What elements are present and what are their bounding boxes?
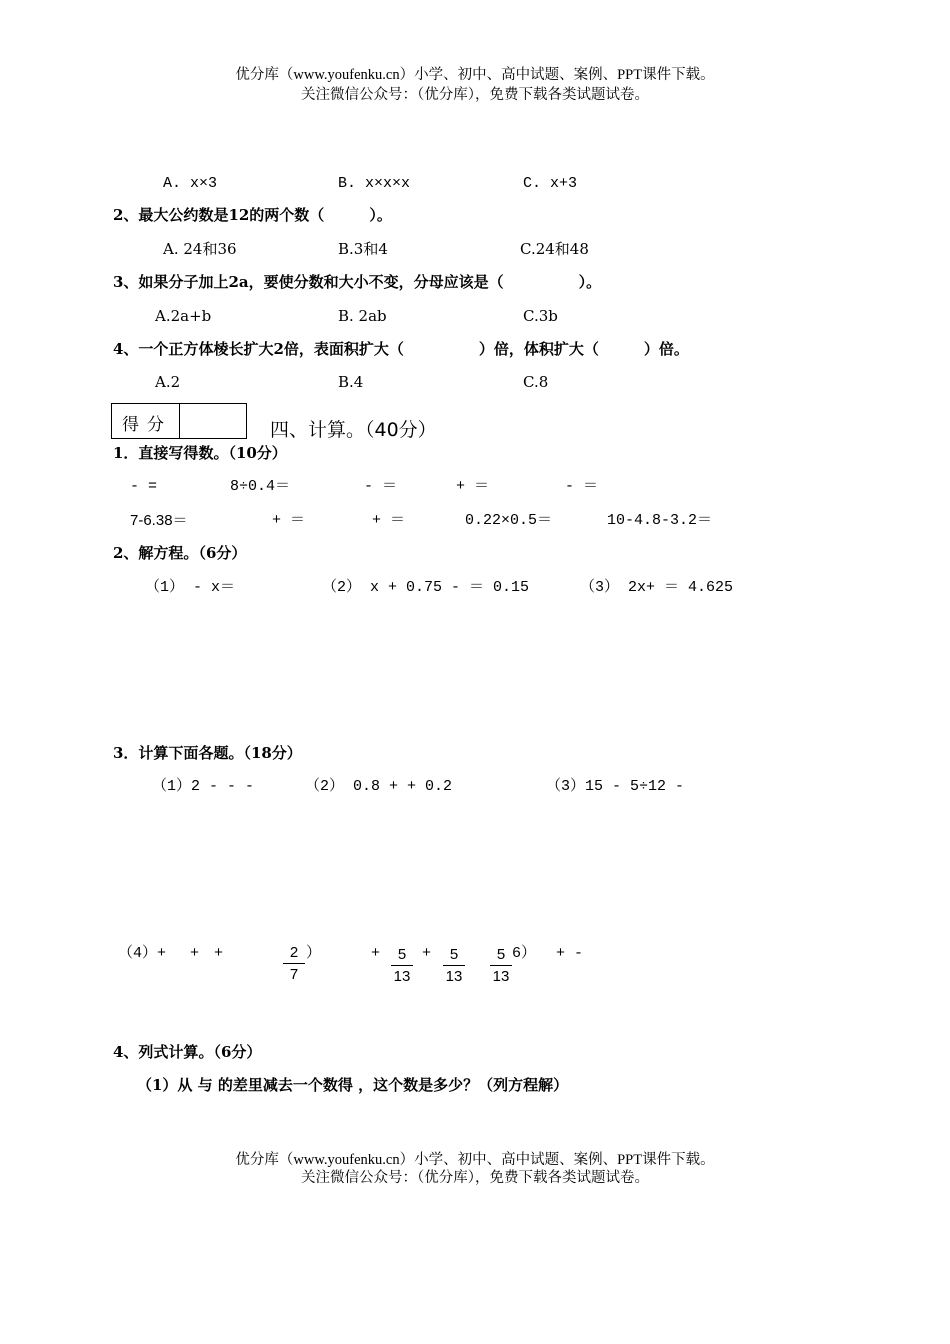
calc-problem-2: （2） 0.8 + + 0.2 (305, 778, 453, 795)
score-box-divider (179, 404, 180, 438)
equation-3: （3） 2x+ ＝ 4.625 (580, 579, 734, 596)
score-label: 得分 (122, 415, 172, 435)
q1-option-a: A. x×3 (163, 175, 218, 192)
calc-row4-paren-2: 6） (512, 945, 537, 962)
part4-question-1: （1）从 与 的差里减去一个数得 ，这个数是多少？（列方程解） (137, 1076, 569, 1094)
fraction-2-7 (283, 944, 305, 983)
fraction-numerator: 5 (391, 946, 413, 966)
q3-stem: 3、如果分子加上2a，要使分数和大小不变，分母应该是（ ）。 (113, 273, 602, 291)
fraction-denominator: 13 (445, 968, 463, 985)
q3-option-c: C.3b (523, 307, 558, 325)
q4-option-b: B.4 (338, 373, 364, 391)
calc-problem-4: （4）+ + + (118, 945, 224, 962)
part1-r2-c5: 10-4.8-3.2＝ (607, 512, 713, 529)
fraction-numerator: 2 (283, 944, 305, 964)
q3-option-a: A.2a+b (155, 307, 212, 325)
calc-row4-plus-1: + (371, 945, 381, 962)
calc-row4-plus-2: + (422, 945, 432, 962)
footer-line-1: 优分库（www.youfenku.cn）小学、初中、高中试题、案例、PPT课件下载。 (235, 1152, 715, 1168)
equation-1: （1） - x＝ (145, 579, 236, 596)
equation-2: （2） x + 0.75 - ＝ 0.15 (322, 579, 530, 596)
part1-r1-c1: - = (130, 478, 158, 495)
part1-r1-c3: - ＝ (364, 478, 398, 495)
q1-option-c: C. x+3 (523, 175, 578, 192)
score-box (111, 403, 247, 439)
q4-option-a: A.2 (155, 373, 181, 391)
part1-r1-c4: + ＝ (456, 478, 490, 495)
fraction-numerator: 5 (490, 946, 512, 966)
q2-option-a: A. 24和36 (163, 240, 237, 258)
fraction-denominator: 13 (492, 968, 510, 985)
fraction-denominator: 13 (393, 968, 411, 985)
footer-line-2: 关注微信公众号：（优分库），免费下载各类试题试卷。 (301, 1170, 649, 1186)
calc-problem-3: （3）15 - 5÷12 - (546, 778, 685, 795)
part2-title: 2、解方程。（6分） (113, 544, 247, 562)
q2-option-c: C.24和48 (520, 240, 589, 258)
part1-r2-c4: 0.22×0.5＝ (465, 512, 553, 529)
part1-r2-c1: 7-6.38＝ (130, 512, 188, 529)
part1-r1-c5: - ＝ (565, 478, 599, 495)
q2-stem: 2、最大公约数是12的两个数（ ）。 (113, 206, 392, 224)
header-line-2: 关注微信公众号：（优分库），免费下载各类试题试卷。 (301, 87, 649, 103)
header-line-1: 优分库（www.youfenku.cn）小学、初中、高中试题、案例、PPT课件下载。 (235, 67, 715, 83)
fraction-denominator: 7 (289, 966, 299, 983)
part1-r2-c2: + ＝ (272, 512, 306, 529)
part3-title: 3．计算下面各题。（18分） (113, 744, 302, 762)
calc-row4-paren: ） (306, 945, 322, 962)
q2-option-b: B.3和4 (338, 240, 388, 258)
section-title: 四、计算。（40分） (270, 419, 437, 441)
fraction-5-13-a (391, 946, 413, 985)
fraction-5-13-c (490, 946, 512, 985)
fraction-numerator: 5 (443, 946, 465, 966)
q4-option-c: C.8 (523, 373, 549, 391)
q4-stem: 4、一个正方体棱长扩大2倍，表面积扩大（ ）倍，体积扩大（ ）倍。 (113, 340, 689, 358)
q1-option-b: B. x×x×x (338, 175, 411, 192)
fraction-5-13-b (443, 946, 465, 985)
part1-r1-c2: 8÷0.4＝ (230, 478, 291, 495)
part4-title: 4、列式计算。（6分） (113, 1043, 262, 1061)
calc-problem-1: （1）2 - - - (152, 778, 255, 795)
q3-option-b: B. 2ab (338, 307, 387, 325)
part1-title: 1．直接写得数。（10分） (113, 444, 287, 462)
calc-row4-tail: + - (556, 945, 584, 962)
part1-r2-c3: + ＝ (372, 512, 406, 529)
